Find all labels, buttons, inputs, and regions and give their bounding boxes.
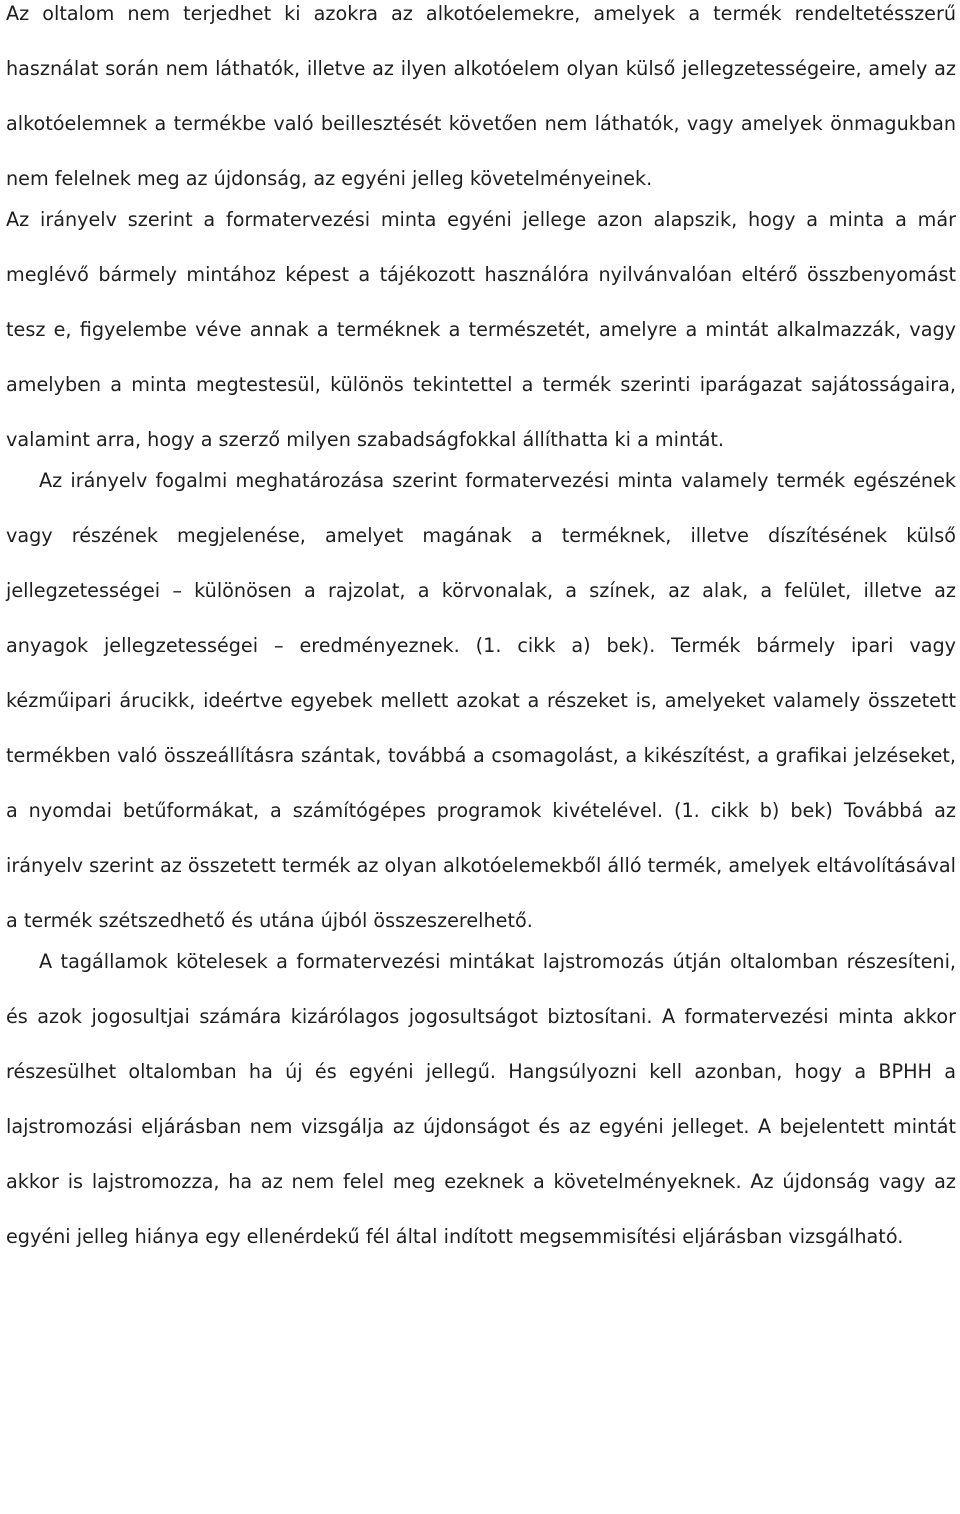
document-body [6,0,956,1264]
paragraph-2: Az irányelv szerint a formatervezési minta egyéni jellege azon alapszik, hogy a minta a már meglévő bármely mintához képest a tájékozott használóra nyilvánvalóan eltérő összbenyomást tesz e, figyelembe véve annak a terméknek a természetét, amelyre a mintát alkalmazzák, vagy amelyben a minta megtestesül, különös tekintettel a termék szerinti iparágazat sajátosságaira, valamint arra, hogy a szerző milyen szabadságfokkal állíthatta ki a mintát. [6,208,956,451]
paragraph-1: Az oltalom nem terjedhet ki azokra az alkotóelemekre, amelyek a termék rendeltetésszerű használat során nem láthatók, illetve az ilyen alkotóelem olyan külső jellegzetességeire, amely az alkotóelemnek a termékbe való beillesztését követően nem láthatók, vagy amelyek önmagukban nem felelnek meg az újdonság, az egyéni jelleg követelményeinek. [6,2,956,190]
paragraph-4: A tagállamok kötelesek a formatervezési mintákat lajstromozás útján oltalomban részesíteni, és azok jogosultjai számára kizárólagos jogosultságot biztosítani. A formatervezési minta akkor részesülhet oltalomban ha új és egyéni jellegű. Hangsúlyozni kell azonban, hogy a BPHH a lajstromozási eljárásban nem vizsgálja az újdonságot és az egyéni jelleget. A bejelentett mintát akkor is lajstromozza, ha az nem felel meg ezeknek a követelményeknek. Az újdonság vagy az egyéni jelleg hiánya egy ellenérdekű fél által indított megsemmisítési eljárásban vizsgálható. [6,950,956,1248]
paragraph-3: Az irányelv fogalmi meghatározása szerint formatervezési minta valamely termék egészének vagy részének megjelenése, amelyet magának a terméknek, illetve díszítésének külső jellegzetességei – különösen a rajzolat, a körvonalak, a színek, az alak, a felület, illetve az anyagok jellegzetességei – eredményeznek. (1. cikk a) bek). Termék bármely ipari vagy kézműipari árucikk, ideértve egyebek mellett azokat a részeket is, amelyeket valamely összetett termékben való összeállításra szántak, továbbá a csomagolást, a kikészítést, a grafikai jelzéseket, a nyomdai betűformákat, a számítógépes programok kivételével. (1. cikk b) bek) Továbbá az irányelv szerint az összetett termék az olyan alkotóelemekből álló termék, amelyek eltávolításával a termék szétszedhető és utána újból összeszerelhető. [6,469,956,932]
